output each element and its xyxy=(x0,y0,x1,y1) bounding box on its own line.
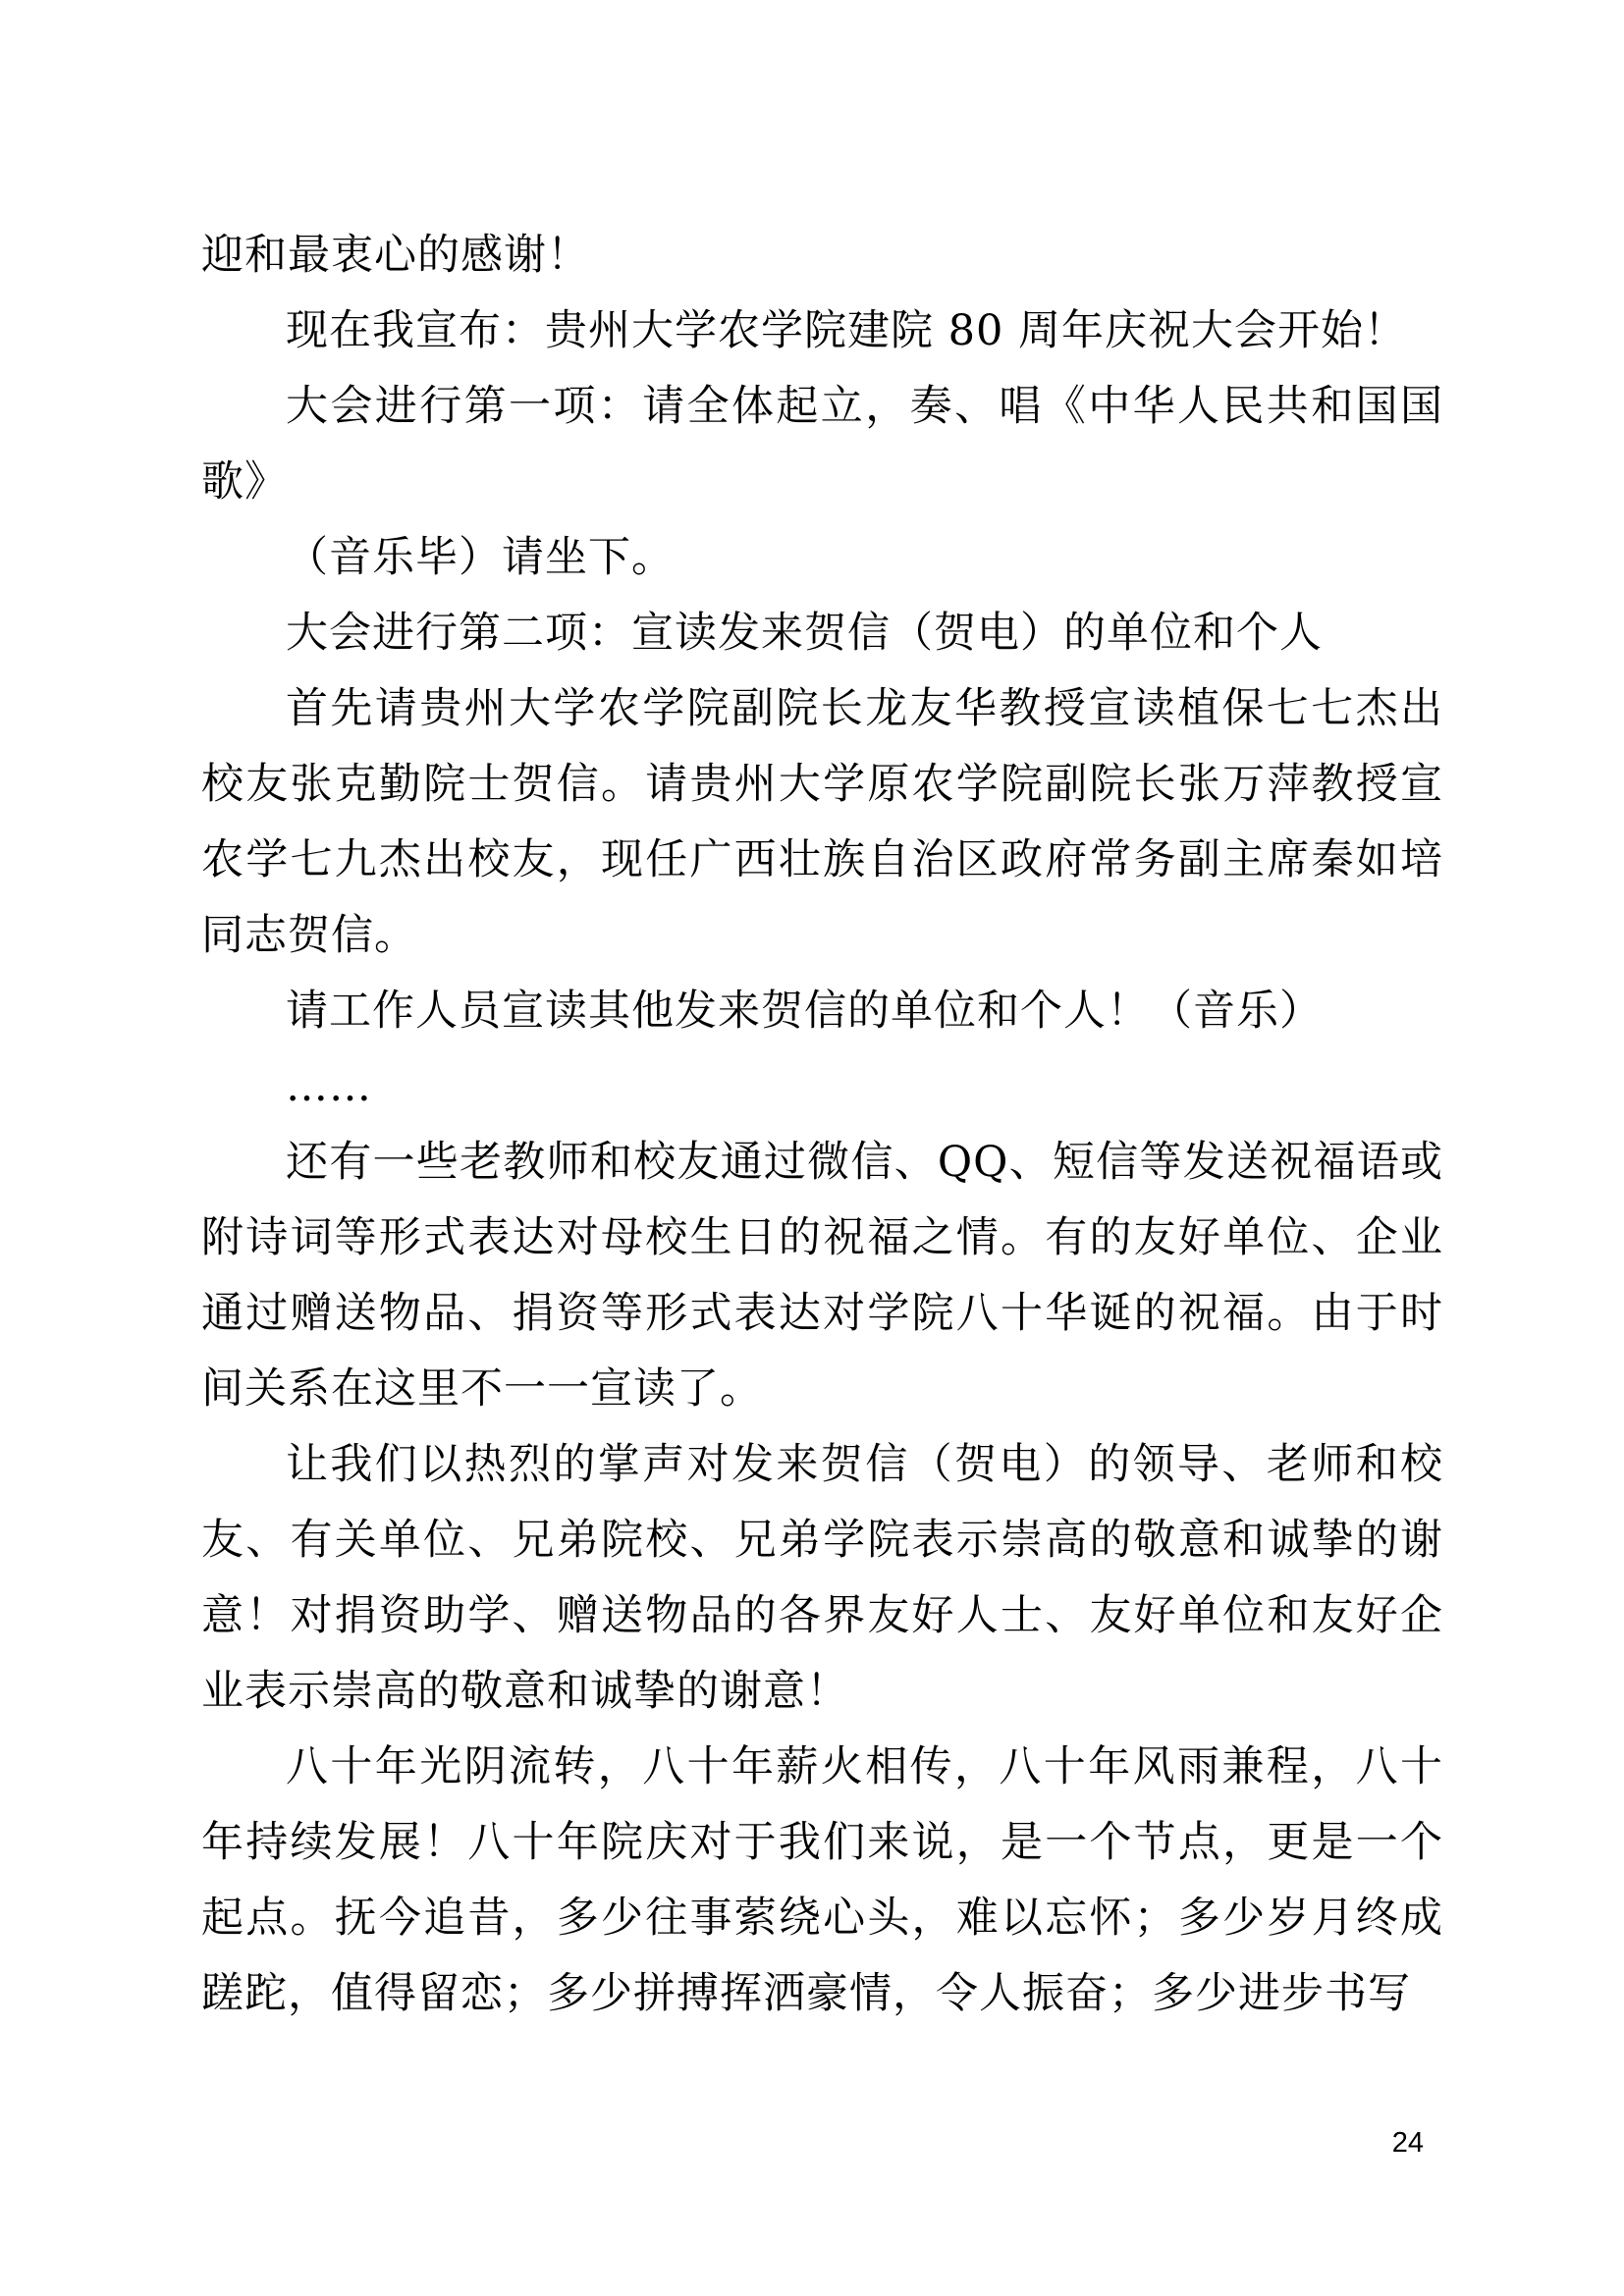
text-line: 歌》 xyxy=(201,457,288,507)
paragraph xyxy=(201,520,1443,596)
text-line: （音乐毕）请坐下。 xyxy=(286,533,675,582)
text-line: 农学七九杰出校友，现任广西壮族自治区政府常务副主席秦如培 xyxy=(201,835,1443,884)
document-body xyxy=(201,218,1443,2032)
text-line: 现在我宣布：贵州大学农学院建院 80 周年庆祝大会开始！ xyxy=(286,306,1408,355)
paragraph xyxy=(201,1049,1443,1125)
text-line: 通过赠送物品、捐资等形式表达对学院八十华诞的祝福。由于时 xyxy=(201,1289,1443,1338)
text-line: 友、有关单位、兄弟院校、兄弟学院表示崇高的敬意和诚挚的谢 xyxy=(201,1516,1443,1565)
paragraph xyxy=(201,218,1443,294)
paragraph xyxy=(201,1427,1443,1730)
text-line: 校友张克勤院士贺信。请贵州大学原农学院副院长张万萍教授宣 xyxy=(201,760,1443,809)
text-line: 请工作人员宣读其他发来贺信的单位和个人！（音乐） xyxy=(286,987,1323,1036)
text-line: 让我们以热烈的掌声对发来贺信（贺电）的领导、老师和校 xyxy=(286,1440,1443,1489)
text-line: 大会进行第二项：宣读发来贺信（贺电）的单位和个人 xyxy=(286,609,1323,658)
text-line: 八十年光阴流转，八十年薪火相传，八十年风雨兼程，八十 xyxy=(286,1742,1443,1791)
text-line: 意！对捐资助学、赠送物品的各界友好人士、友好单位和友好企 xyxy=(201,1591,1443,1640)
text-line: 迎和最衷心的感谢！ xyxy=(201,231,590,280)
paragraph xyxy=(201,294,1443,369)
text-line: 附诗词等形式表达对母校生日的祝福之情。有的友好单位、企业 xyxy=(201,1213,1443,1262)
text-line: …… xyxy=(286,1062,372,1111)
paragraph xyxy=(201,1125,1443,1427)
paragraph xyxy=(201,596,1443,671)
paragraph xyxy=(201,671,1443,974)
paragraph xyxy=(201,974,1443,1049)
text-line: 首先请贵州大学农学院副院长龙友华教授宣读植保七七杰出 xyxy=(286,684,1443,733)
paragraph xyxy=(201,369,1443,520)
text-line: 还有一些老教师和校友通过微信、QQ、短信等发送祝福语或 xyxy=(286,1138,1443,1187)
page-number: 24 xyxy=(1391,2127,1424,2159)
paragraph xyxy=(201,1730,1443,2032)
text-line: 蹉跎，值得留恋；多少拼搏挥洒豪情，令人振奋；多少进步书写 xyxy=(201,1969,1411,2018)
text-line: 间关系在这里不一一宣读了。 xyxy=(201,1364,763,1414)
text-line: 年持续发展！八十年院庆对于我们来说，是一个节点，更是一个 xyxy=(201,1818,1443,1867)
text-line: 起点。抚今追昔，多少往事萦绕心头，难以忘怀；多少岁月终成 xyxy=(201,1894,1443,1943)
text-line: 同志贺信。 xyxy=(201,911,417,960)
text-line: 大会进行第一项：请全体起立，奏、唱《中华人民共和国国 xyxy=(286,382,1443,431)
text-line: 业表示崇高的敬意和诚挚的谢意！ xyxy=(201,1667,849,1716)
